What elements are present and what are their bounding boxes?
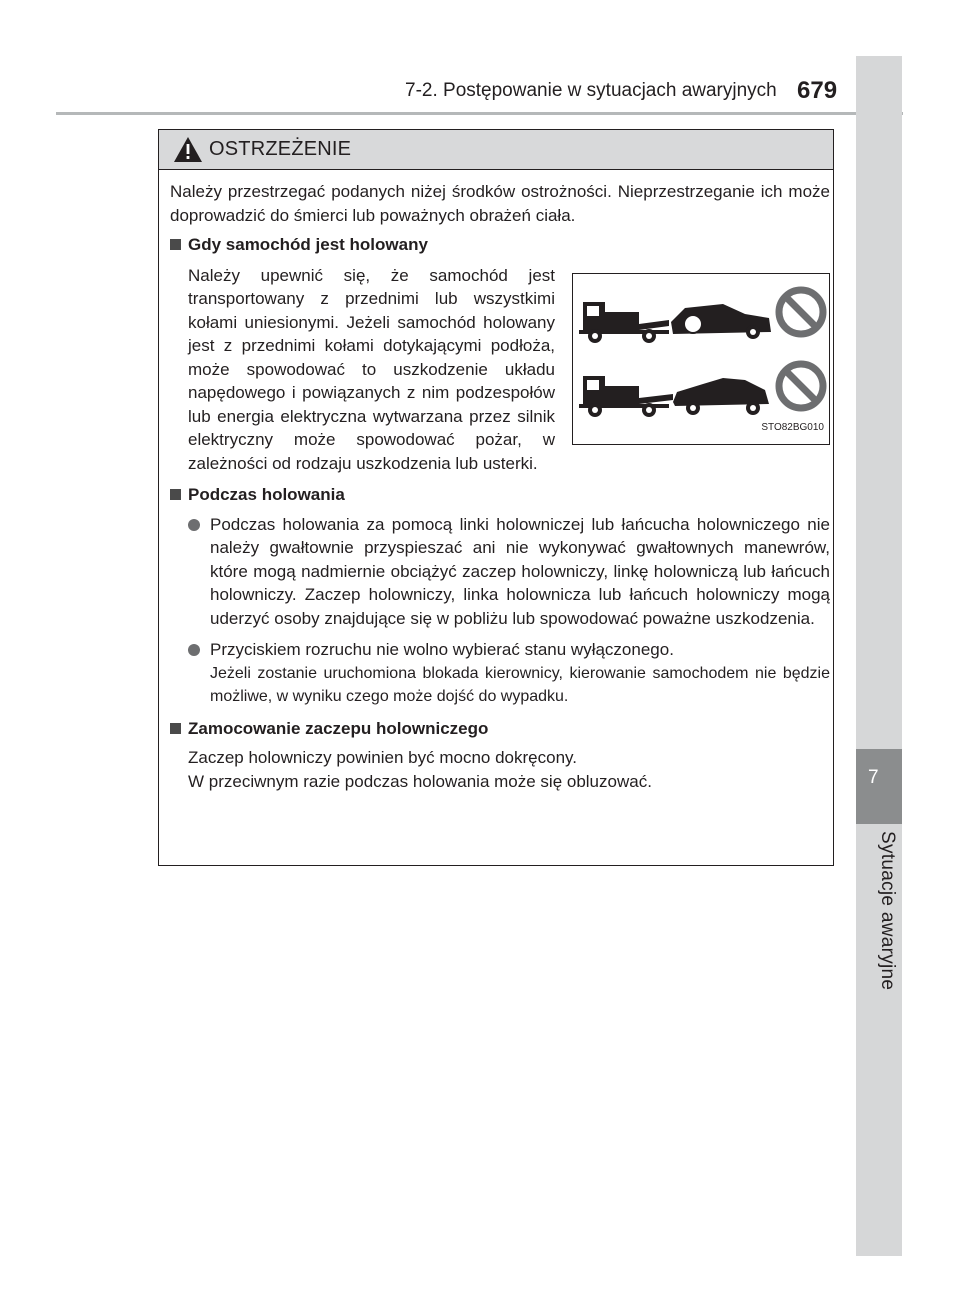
hook-text-line1: Zaczep holowniczy powinien być mocno dokręcony. xyxy=(188,748,577,767)
section-heading-towed xyxy=(170,233,830,257)
round-bullet-icon xyxy=(188,644,200,656)
warning-box xyxy=(158,129,834,866)
warning-intro: Należy przestrzegać podanych niżej środków ostrożności. Nieprzestrzeganie ich może doprowadzić do śmierci lub poważnych obrażeń ciała. xyxy=(170,182,830,225)
warning-triangle-icon xyxy=(173,136,203,163)
figure-code: STO82BG010 xyxy=(761,422,824,433)
chapter-side-tab xyxy=(856,56,902,1256)
hook-text-line2: W przeciwnym razie podczas holowania może się obluzować. xyxy=(188,771,652,791)
section-heading-text: Zamocowanie zaczepu holowniczego xyxy=(188,718,489,738)
tow-truck-bottom-icon xyxy=(579,376,673,417)
section-heading-text: Gdy samochód jest holowany xyxy=(188,235,428,254)
section-heading-text: Podczas holowania xyxy=(188,485,345,504)
bullet-extra-text: Jeżeli zostanie uruchomiona blokada kierownicy, kierowanie samochodem nie będzie możliwe, w wyniku czego może dojść do wypadku. xyxy=(210,664,830,705)
prohibited-top-icon xyxy=(779,290,823,334)
chapter-number: 7 xyxy=(868,767,879,788)
page-number: 679 xyxy=(797,77,838,104)
section-heading-hook xyxy=(170,717,830,741)
prohibited-bottom-icon xyxy=(779,364,823,408)
car-bottom-icon xyxy=(673,378,769,415)
bullet-body xyxy=(210,638,830,709)
towed-section-text: Należy upewnić się, że samochód jest transportowany z przednimi lub wszystkimi kołami uniesionymi. Jeżeli samochód holowany jest z przednimi kołami dotykającymi podłoża, może spowodować to uszkodzenie układu napędowego i powiązanych z nim podzespołów lub energia elektryczna wytwarzana przez silnik elektryczny może spowodować pożar, w zależności od rodzaju uszkodzenia lub usterki. xyxy=(188,265,555,473)
bullet-text: Przyciskiem rozruchu nie wolno wybierać stanu wyłączonego. xyxy=(210,640,674,659)
towed-section-body xyxy=(170,264,830,476)
chapter-number-block xyxy=(856,749,902,824)
towing-illustration xyxy=(572,273,830,445)
warning-header xyxy=(159,130,833,170)
round-bullet-icon xyxy=(188,519,200,531)
square-bullet-icon xyxy=(170,723,181,734)
list-item xyxy=(188,513,830,631)
section-heading-towing xyxy=(170,483,830,507)
section-title: 7-2. Postępowanie w sytuacjach awaryjnych xyxy=(405,80,777,101)
list-item xyxy=(188,638,830,709)
tow-truck-top-icon xyxy=(579,302,669,343)
car-top-icon xyxy=(671,304,771,339)
header-rule xyxy=(56,112,903,115)
warning-title: OSTRZEŻENIE xyxy=(209,138,352,160)
bullet-text: Podczas holowania za pomocą linki holowniczej lub łańcucha holowniczego nie należy gwałtownie przyspieszać ani nie wykonywać gwałtownych manewrów, które mogą nadmiernie obciążyć zaczep holowniczy, linkę holowniczą lub łańcuch holowniczy. Zaczep holowniczy, linka holownicza lub łańcuch holowniczy mogą uderzyć osoby znajdujące się w pobliżu lub spowodować poważne uszkodzenia. xyxy=(210,514,830,628)
chapter-label: Sytuacje awaryjne xyxy=(877,831,898,991)
square-bullet-icon xyxy=(170,239,181,250)
warning-content xyxy=(170,175,830,793)
square-bullet-icon xyxy=(170,489,181,500)
